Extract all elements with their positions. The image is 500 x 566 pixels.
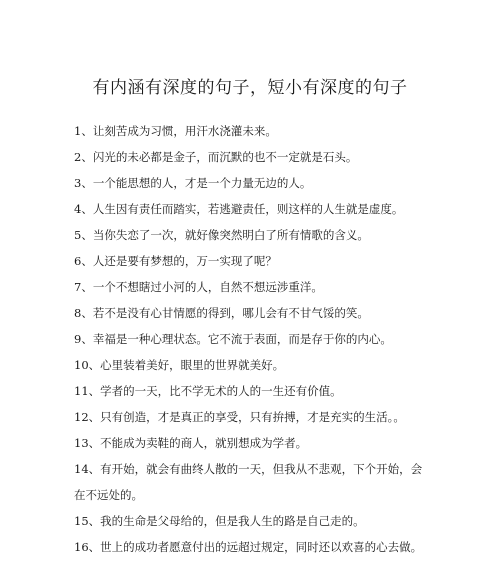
list-item: 11、学者的一天，比不学无术的人的一生还有价值。 [74, 384, 342, 398]
list-item: 12、只有创造，才是真正的享受，只有拚搏，才是充实的生活。。 [74, 410, 405, 424]
list-item: 16、世上的成功者愿意付出的远超过规定，同时还以欢喜的心去做。 [74, 540, 423, 554]
list-item: 8、若不是没有心甘情愿的得到，哪儿会有不甘气馁的笑。 [74, 306, 369, 320]
list-item: 7、一个不想瞎过小河的人，自然不想远涉重洋。 [74, 280, 323, 294]
list-item: 4、人生因有责任而踏实，若逃避责任，则这样的人生就是虚度。 [74, 202, 404, 216]
list-item: 1、让刻苦成为习惯，用汗水浇灌未来。 [74, 124, 277, 138]
list-item: 3、一个能思想的人，才是一个力量无边的人。 [74, 176, 312, 190]
list-item: 6、人还是要有梦想的，万一实现了呢？ [74, 254, 277, 268]
list-item: 2、闪光的未必都是金子，而沉默的也不一定就是石头。 [74, 150, 358, 164]
list-item: 10、心里装着美好，眼里的世界就美好。 [74, 358, 285, 372]
sentence-list [74, 118, 434, 560]
list-item: 14、有开始，就会有曲终人散的一天，但我从不悲观，下个开始，会 [74, 462, 423, 476]
list-item: 15、我的生命是父母给的，但是我人生的路是自己走的。 [74, 514, 365, 528]
list-item: 5、当你失恋了一次，就好像突然明白了所有情歌的含义。 [74, 228, 369, 242]
list-item: 13、不能成为卖鞋的商人，就别想成为学者。 [74, 436, 308, 450]
page-title: 有内涵有深度的句子，短小有深度的句子 [92, 78, 408, 98]
list-item: 9、幸福是一种心理状态。它不流于表面，而是存于你的内心。 [74, 332, 392, 346]
list-item-continuation: 在不远处的。 [74, 488, 143, 502]
